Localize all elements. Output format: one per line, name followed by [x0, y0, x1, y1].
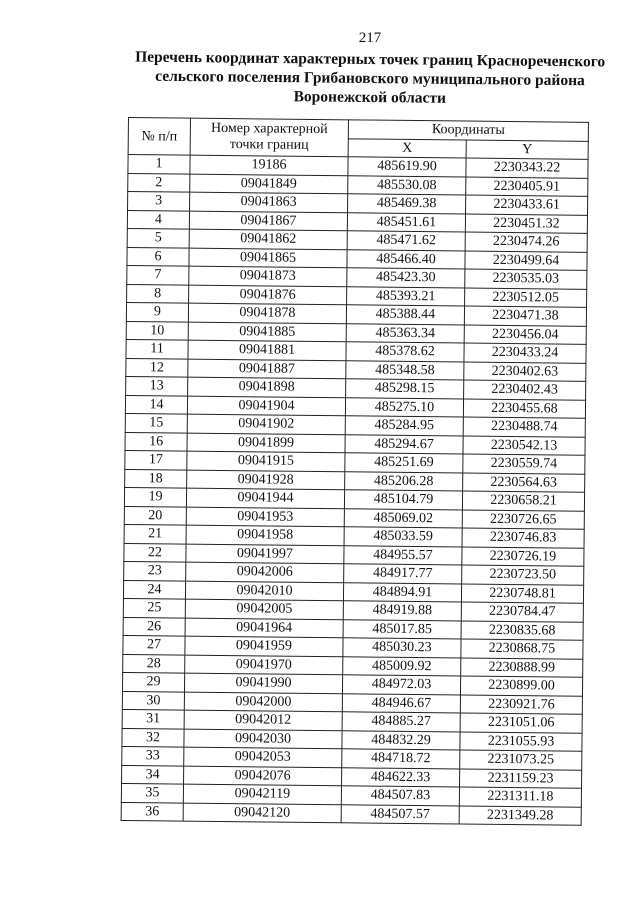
point-number-cell: 09041862 [189, 229, 347, 249]
point-number-cell: 09041887 [188, 359, 346, 379]
x-coordinate-cell: 484622.33 [342, 767, 460, 787]
row-number-cell: 28 [123, 654, 185, 673]
y-coordinate-cell: 2230455.68 [463, 399, 585, 419]
y-coordinate-cell: 2231311.18 [459, 787, 581, 807]
point-number-cell: 09042012 [184, 710, 342, 730]
point-number-cell: 09041899 [187, 433, 345, 453]
row-number-cell: 12 [126, 358, 188, 377]
x-coordinate-cell: 484832.29 [342, 730, 460, 750]
y-coordinate-cell: 2230726.19 [462, 547, 584, 567]
point-number-cell: 09042076 [184, 766, 342, 786]
x-coordinate-cell: 484946.67 [342, 693, 460, 713]
row-number-cell: 3 [128, 192, 190, 211]
y-coordinate-cell: 2230564.63 [463, 473, 585, 493]
y-coordinate-cell: 2231055.93 [460, 732, 582, 752]
header-x: X [348, 138, 466, 158]
y-coordinate-cell: 2230921.76 [460, 695, 582, 715]
y-coordinate-cell: 2230499.64 [465, 251, 587, 271]
row-number-cell: 25 [123, 598, 185, 617]
point-number-cell: 09042000 [184, 692, 342, 712]
y-coordinate-cell: 2230433.61 [466, 195, 588, 215]
x-coordinate-cell: 485423.30 [347, 268, 465, 288]
row-number-cell: 5 [127, 228, 189, 247]
x-coordinate-cell: 485451.61 [347, 212, 465, 232]
x-coordinate-cell: 484507.83 [341, 786, 459, 806]
point-number-cell: 09042005 [185, 599, 343, 619]
row-number-cell: 19 [124, 487, 186, 506]
point-number-cell: 09041885 [188, 322, 346, 342]
point-number-cell: 09041944 [186, 488, 344, 508]
row-number-cell: 22 [124, 543, 186, 562]
point-number-cell: 09041997 [186, 544, 344, 564]
row-number-cell: 2 [128, 173, 190, 192]
point-number-cell: 09041904 [187, 396, 345, 416]
y-coordinate-cell: 2230402.43 [464, 380, 586, 400]
point-number-cell: 09041990 [184, 673, 342, 693]
row-number-cell: 18 [125, 469, 187, 488]
x-coordinate-cell: 485619.90 [348, 157, 466, 177]
y-coordinate-cell: 2230471.38 [464, 306, 586, 326]
y-coordinate-cell: 2230868.75 [461, 639, 583, 659]
y-coordinate-cell: 2230343.22 [466, 158, 588, 178]
point-number-cell: 09041865 [189, 248, 347, 268]
y-coordinate-cell: 2230405.91 [466, 177, 588, 197]
row-number-cell: 14 [125, 395, 187, 414]
row-number-cell: 36 [121, 802, 183, 821]
row-number-cell: 30 [122, 691, 184, 710]
row-number-cell: 35 [121, 783, 183, 802]
point-number-cell: 09041902 [187, 414, 345, 434]
coordinates-table [121, 117, 589, 826]
point-number-cell: 09042120 [183, 803, 341, 823]
page-number: 217 [358, 30, 382, 46]
x-coordinate-cell: 485393.21 [347, 286, 465, 306]
x-coordinate-cell: 484885.27 [342, 712, 460, 732]
table-body [121, 155, 588, 826]
x-coordinate-cell: 485009.92 [343, 656, 461, 676]
title-line: Перечень координат характерных точек границ Краснореченского [135, 48, 606, 71]
x-coordinate-cell: 484718.72 [342, 749, 460, 769]
point-number-cell: 19186 [190, 155, 348, 175]
y-coordinate-cell: 2230402.63 [464, 362, 586, 382]
x-coordinate-cell: 485363.34 [346, 323, 464, 343]
row-number-cell: 9 [126, 302, 188, 321]
table-row [121, 802, 581, 825]
header-point-number [190, 118, 348, 157]
point-number-cell: 09041878 [188, 303, 346, 323]
title-line: сельского поселения Грибановского муниципального района [155, 67, 585, 90]
row-number-cell: 8 [127, 284, 189, 303]
row-number-cell: 7 [127, 265, 189, 284]
x-coordinate-cell: 485471.62 [347, 231, 465, 251]
point-number-cell: 09041876 [189, 285, 347, 305]
point-number-cell: 09041970 [185, 655, 343, 675]
point-number-cell: 09041964 [185, 618, 343, 638]
row-number-cell: 26 [123, 617, 185, 636]
point-number-cell: 09041928 [187, 470, 345, 490]
point-number-cell: 09041898 [188, 377, 346, 397]
y-coordinate-cell: 2230784.47 [461, 602, 583, 622]
y-coordinate-cell: 2230559.74 [463, 454, 585, 474]
row-number-cell: 24 [123, 580, 185, 599]
x-coordinate-cell: 484972.03 [342, 675, 460, 695]
row-number-cell: 6 [127, 247, 189, 266]
y-coordinate-cell: 2230888.99 [461, 658, 583, 678]
x-coordinate-cell: 485469.38 [348, 194, 466, 214]
row-number-cell: 33 [122, 746, 184, 765]
y-coordinate-cell: 2230746.83 [462, 528, 584, 548]
row-number-cell: 27 [123, 635, 185, 654]
y-coordinate-cell: 2230748.81 [461, 584, 583, 604]
x-coordinate-cell: 485104.79 [344, 490, 462, 510]
row-number-cell: 10 [126, 321, 188, 340]
x-coordinate-cell: 485378.62 [346, 342, 464, 362]
row-number-cell: 32 [122, 728, 184, 747]
x-coordinate-cell: 485030.23 [343, 638, 461, 658]
y-coordinate-cell: 2230433.24 [464, 343, 586, 363]
x-coordinate-cell: 484955.57 [344, 545, 462, 565]
row-number-cell: 1 [128, 155, 190, 174]
x-coordinate-cell: 485466.40 [347, 249, 465, 269]
y-coordinate-cell: 2230658.21 [462, 491, 584, 511]
row-number-cell: 23 [124, 561, 186, 580]
y-coordinate-cell: 2231051.06 [460, 713, 582, 733]
x-coordinate-cell: 485348.58 [346, 360, 464, 380]
title-line: Воронежской области [293, 88, 447, 107]
row-number-cell: 15 [125, 413, 187, 432]
point-number-cell: 09041867 [189, 211, 347, 231]
point-number-cell: 09041881 [188, 340, 346, 360]
x-coordinate-cell: 485017.85 [343, 619, 461, 639]
x-coordinate-cell: 485388.44 [346, 305, 464, 325]
x-coordinate-cell: 484894.91 [343, 582, 461, 602]
row-number-cell: 13 [126, 376, 188, 395]
point-number-cell: 09042006 [186, 562, 344, 582]
y-coordinate-cell: 2230474.26 [465, 232, 587, 252]
point-number-cell: 09042010 [185, 581, 343, 601]
point-number-cell: 09041953 [186, 507, 344, 527]
header-row-number: № п/п [128, 118, 190, 156]
y-coordinate-cell: 2230723.50 [462, 565, 584, 585]
y-coordinate-cell: 2230899.00 [460, 676, 582, 696]
x-coordinate-cell: 485298.15 [346, 379, 464, 399]
x-coordinate-cell: 485069.02 [344, 508, 462, 528]
y-coordinate-cell: 2230488.74 [463, 417, 585, 437]
x-coordinate-cell: 485275.10 [345, 397, 463, 417]
header-y: Y [466, 140, 588, 160]
y-coordinate-cell: 2230456.04 [464, 325, 586, 345]
point-number-cell: 09041849 [190, 174, 348, 194]
coordinates-table-wrapper [121, 117, 588, 826]
row-number-cell: 29 [122, 672, 184, 691]
row-number-cell: 11 [126, 339, 188, 358]
y-coordinate-cell: 2230451.32 [465, 214, 587, 234]
y-coordinate-cell: 2230542.13 [463, 436, 585, 456]
point-number-cell: 09041958 [186, 525, 344, 545]
x-coordinate-cell: 484919.88 [343, 601, 461, 621]
row-number-cell: 4 [127, 210, 189, 229]
x-coordinate-cell: 484507.57 [341, 804, 459, 824]
row-number-cell: 17 [125, 450, 187, 469]
point-number-cell: 09041873 [189, 266, 347, 286]
point-number-cell: 09041915 [187, 451, 345, 471]
y-coordinate-cell: 2230726.65 [462, 510, 584, 530]
header-point-line: Номер характерной [211, 120, 328, 138]
point-number-cell: 09042119 [183, 784, 341, 804]
y-coordinate-cell: 2231159.23 [460, 769, 582, 789]
y-coordinate-cell: 2230535.03 [465, 269, 587, 289]
row-number-cell: 16 [125, 432, 187, 451]
point-number-cell: 09041959 [185, 636, 343, 656]
x-coordinate-cell: 485530.08 [348, 175, 466, 195]
y-coordinate-cell: 2231349.28 [459, 806, 581, 826]
row-number-cell: 20 [124, 506, 186, 525]
y-coordinate-cell: 2230512.05 [465, 288, 587, 308]
y-coordinate-cell: 2230835.68 [461, 621, 583, 641]
x-coordinate-cell: 484917.77 [344, 564, 462, 584]
header-point-line: точки границ [229, 137, 309, 153]
x-coordinate-cell: 485284.95 [345, 416, 463, 436]
point-number-cell: 09042053 [184, 747, 342, 767]
row-number-cell: 31 [122, 709, 184, 728]
y-coordinate-cell: 2231073.25 [460, 750, 582, 770]
header-coordinates: Координаты [348, 120, 588, 141]
point-number-cell: 09042030 [184, 729, 342, 749]
x-coordinate-cell: 485033.59 [344, 527, 462, 547]
x-coordinate-cell: 485251.69 [345, 453, 463, 473]
x-coordinate-cell: 485294.67 [345, 434, 463, 454]
point-number-cell: 09041863 [190, 192, 348, 212]
document-title [110, 47, 631, 109]
x-coordinate-cell: 485206.28 [345, 471, 463, 491]
row-number-cell: 21 [124, 524, 186, 543]
row-number-cell: 34 [122, 765, 184, 784]
